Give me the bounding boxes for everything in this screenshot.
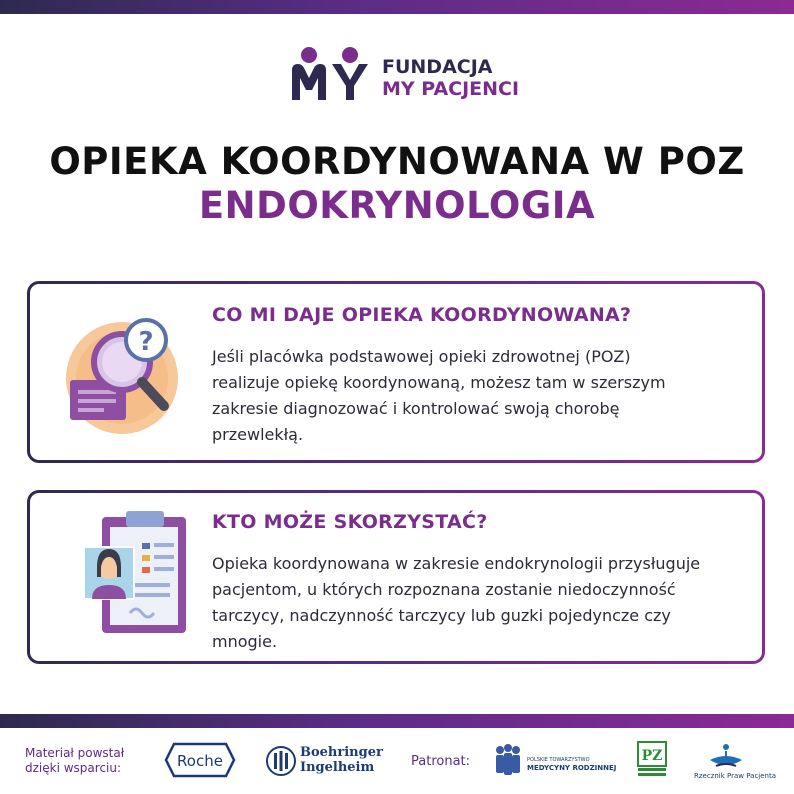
logo-text (382, 56, 519, 100)
ptmr-icon (492, 742, 524, 782)
page-title: OPIEKA KOORDYNOWANA W POZ (49, 140, 745, 183)
pz-logo-icon (636, 740, 668, 782)
magnifier-question-icon (60, 310, 190, 444)
svg-text:?: ? (138, 327, 154, 357)
page-subtitle: ENDOKRYNOLOGIA (198, 184, 596, 227)
card-body-line: Opieka koordynowana w zakresie endokrynologii przysługuje (212, 554, 701, 573)
boehringer-line2: Ingelheim (300, 760, 375, 775)
info-card-eligibility (27, 490, 765, 664)
rpp-logo-icon (706, 742, 746, 776)
support-line1: Materiał powstał (25, 746, 125, 760)
patronat-label: Patronat: (411, 754, 471, 769)
card-body (212, 551, 752, 655)
card-body-line: tarczycy, nadczynność tarczycy lub guzki pojedyncze czy (212, 606, 671, 625)
boehringer-line1: Boehringer (300, 745, 383, 760)
my-logo-icon (290, 46, 380, 104)
card-body-line: Jeśli placówka podstawowej opieki zdrowotnej (POZ) (212, 347, 631, 366)
card-heading: CO MI DAJE OPIEKA KOORDYNOWANA? (212, 304, 632, 326)
roche-text: Roche (177, 752, 223, 770)
clipboard-patient-icon (60, 509, 190, 643)
rpp-text: Rzecznik Praw Pacjenta (694, 772, 777, 780)
card-heading: KTO MOŻE SKORZYSTAĆ? (212, 511, 488, 533)
card-body-line: pacjentom, u których rozpoznana zostanie niedoczynność (212, 580, 676, 599)
card-body-line: przewlekłą. (212, 425, 304, 444)
svg-text:PZ: PZ (641, 748, 663, 764)
card-body-line: realizuje opiekę koordynowaną, możesz tam w szerszym (212, 373, 666, 392)
card-body (212, 344, 752, 448)
top-gradient-bar (0, 0, 794, 14)
boehringer-icon (266, 745, 296, 781)
card-body-line: mnogie. (212, 632, 278, 651)
support-label (25, 746, 145, 776)
roche-logo (164, 742, 236, 782)
info-card-benefits (27, 281, 765, 463)
ptmr-line1: POLSKIE TOWARZYSTWO (527, 757, 590, 763)
ptmr-line2: MEDYCYNY RODZINNEJ (527, 764, 617, 772)
bottom-gradient-bar (0, 714, 794, 728)
logo-line2: MY PACJENCI (382, 78, 520, 100)
fundacja-logo (290, 46, 530, 104)
boehringer-logo-text (300, 745, 383, 775)
card-body-line: zakresie diagnozować i kontrolować swoją chorobę (212, 399, 620, 418)
logo-line1: FUNDACJA (382, 56, 493, 78)
support-line2: dzięki wsparciu: (25, 761, 122, 775)
